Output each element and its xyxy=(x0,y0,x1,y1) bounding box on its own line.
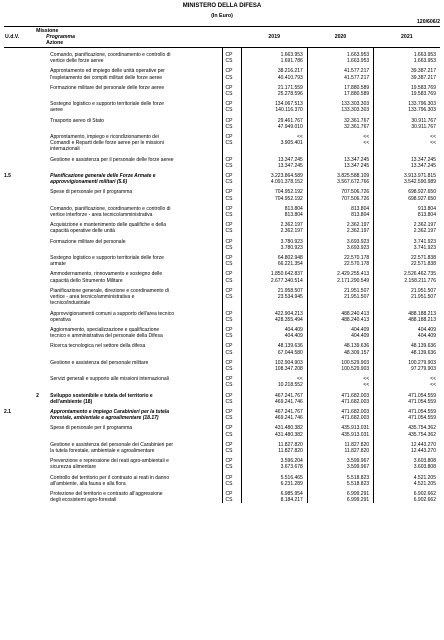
row-description: all'ambiente, alla fauna e alla flora xyxy=(50,480,126,487)
table-body xyxy=(4,48,440,504)
cp-value: 5.516.465 xyxy=(241,475,307,481)
cp-value: 488.240.413 xyxy=(307,311,373,317)
cp-value: 38.216.217 xyxy=(241,68,307,74)
cp-value: 431.480.382 xyxy=(241,425,307,431)
cs-value: 108.347.208 xyxy=(241,366,307,372)
cs-label: CS xyxy=(223,75,241,81)
cp-value: 133.796.303 xyxy=(374,101,440,107)
header-missione-line: Missione xyxy=(36,28,59,34)
cp-value: 6.999.291 xyxy=(307,491,373,497)
cs-value: 8.184.217 xyxy=(241,497,307,503)
cs-value: 435.754.362 xyxy=(374,432,440,438)
cs-value: 6.999.291 xyxy=(307,497,373,503)
cs-label: CS xyxy=(223,294,241,300)
header-programma-line: Programma xyxy=(46,34,75,40)
cp-value: 22.570.178 xyxy=(307,255,373,261)
cs-value: << xyxy=(307,382,373,388)
cp-value: << xyxy=(241,134,307,140)
cs-value: 22.571.838 xyxy=(374,261,440,267)
cp-value: 22.571.838 xyxy=(374,255,440,261)
cs-label: CS xyxy=(223,448,241,454)
row-description: vertice - area tecnico/amministrativa e xyxy=(50,294,135,301)
cp-value: 3.599.967 xyxy=(307,458,373,464)
cs-value: 431.480.382 xyxy=(241,432,307,438)
uv-code: 1.5 xyxy=(4,173,11,180)
cp-label: CP xyxy=(223,442,241,448)
cs-value: 66.221.354 xyxy=(241,261,307,267)
cs-value: 13.347.245 xyxy=(307,163,373,169)
cs-value: 140.116.370 xyxy=(241,107,307,113)
cp-value: 1.663.953 xyxy=(374,52,440,58)
cs-value: 488.188.213 xyxy=(374,317,440,323)
cp-value: 4.521.205 xyxy=(374,475,440,481)
cs-label: CS xyxy=(223,261,241,267)
row-description: Spese di personale per il programma xyxy=(50,425,133,432)
cp-value: 32.361.767 xyxy=(307,118,373,124)
row-description: Sostegno logistico e supporto territoriale delle forze xyxy=(50,255,164,262)
cs-value: 471.682.003 xyxy=(307,415,373,421)
cs-label: CS xyxy=(223,350,241,356)
cs-label: CS xyxy=(223,245,241,251)
cp-value: 467.241.767 xyxy=(241,393,307,399)
row-description: Controllo del territorio per il contrasto ai reati in danno xyxy=(50,474,170,481)
row-description: vertice interforze - area tecnico/amministrativa xyxy=(50,212,153,219)
cs-label: CS xyxy=(223,382,241,388)
cp-value: 13.347.245 xyxy=(374,157,440,163)
cs-value: 67.044.580 xyxy=(241,350,307,356)
cp-value: 1.850.642.837 xyxy=(241,271,307,277)
cs-value: 3.599.967 xyxy=(307,464,373,470)
cs-value: 23.534.945 xyxy=(241,294,307,300)
cp-value: 21.951.507 xyxy=(307,288,373,294)
cp-value: 134.067.513 xyxy=(241,101,307,107)
row-description: tecnico/industriale xyxy=(50,300,91,307)
row-description: operativa xyxy=(50,316,71,323)
cp-label: CP xyxy=(223,288,241,294)
cs-value: 2.362.197 xyxy=(241,228,307,234)
row-description: Gestione e assistenza per il personale delle forze aeree xyxy=(50,156,174,163)
cs-value: 133.796.303 xyxy=(374,107,440,113)
cs-label: CS xyxy=(223,58,241,64)
cp-value: 3.741.923 xyxy=(374,239,440,245)
row-description: Gestione e assistenza del personale militare xyxy=(50,359,149,366)
cp-value: 3.780.923 xyxy=(241,239,307,245)
cp-value: 471.682.003 xyxy=(307,409,373,415)
cp-label: CP xyxy=(223,271,241,277)
row-description: Pianificazione generale, direzione e coordinamento di xyxy=(50,287,169,294)
cp-value: 435.913.031 xyxy=(307,425,373,431)
row-description: Prevenzione e repressione dei reati agro-ambientali e xyxy=(50,458,169,465)
cp-label: CP xyxy=(223,101,241,107)
cp-label: CP xyxy=(223,409,241,415)
cp-value: 133.303.303 xyxy=(307,101,373,107)
cp-value: 3.913.971.815 xyxy=(374,173,440,179)
row-description: armate xyxy=(50,261,66,268)
cs-label: CS xyxy=(223,124,241,130)
cs-value: 435.913.031 xyxy=(307,432,373,438)
row-description: Spese di personale per il programma xyxy=(50,189,133,196)
row-description: Formazione militare del personale delle forze aeree xyxy=(50,84,165,91)
cp-value: 698.927.650 xyxy=(374,189,440,195)
cs-value: 6.902.662 xyxy=(374,497,440,503)
budget-table xyxy=(4,26,440,503)
header-azione-line: Azione xyxy=(46,40,64,46)
row-description: vertice delle forze aeree xyxy=(50,58,104,65)
cs-label: CS xyxy=(223,140,241,146)
cs-value: 40.410.793 xyxy=(241,75,307,81)
row-description: capacità dello Strumento Militare xyxy=(50,277,123,284)
mission-number xyxy=(36,497,46,503)
cp-label: CP xyxy=(223,376,241,382)
cs-value: 32.361.767 xyxy=(307,124,373,130)
cs-value: 100.529.903 xyxy=(307,366,373,372)
cp-value: 1.663.953 xyxy=(307,52,373,58)
cs-value: 404.409 xyxy=(374,333,440,339)
cs-value: 3.567.672.766 xyxy=(307,179,373,185)
cp-value: 21.958.507 xyxy=(241,288,307,294)
cp-value: 3.825.588.109 xyxy=(307,173,373,179)
header-uv: U.d.V. xyxy=(4,27,36,48)
cs-value: 469.241.746 xyxy=(241,415,307,421)
uv-code: 2.1 xyxy=(4,408,11,415)
row-description: Protezione del territorio e contrasto all'aggressione xyxy=(50,490,163,497)
cp-value: << xyxy=(374,134,440,140)
cp-value: 3.603.808 xyxy=(374,458,440,464)
cp-label: CP xyxy=(223,239,241,245)
header-year-2021: 2021 xyxy=(374,27,440,48)
document-title: MINISTERO DELLA DIFESA xyxy=(182,3,262,9)
cs-value: 2.171.290.549 xyxy=(307,278,373,284)
row-description: sicurezza alimentare xyxy=(50,464,97,471)
cp-label: CP xyxy=(223,52,241,58)
cs-value: 3.693.923 xyxy=(307,245,373,251)
row-description: capacità operative delle unità xyxy=(50,228,115,235)
cs-value: 3.542.590.989 xyxy=(374,179,440,185)
cp-value: 17.880.589 xyxy=(307,85,373,91)
row-description: Comandi e Reparti delle forze aeree per le missioni xyxy=(50,140,164,147)
cp-value: 467.241.767 xyxy=(241,409,307,415)
cp-value: << xyxy=(307,376,373,382)
cs-label: CS xyxy=(223,107,241,113)
cp-value: 41.577.217 xyxy=(307,68,373,74)
cs-value: 707.506.726 xyxy=(307,196,373,202)
row-description: forestale, ambientale e agroalimentare (18.17) xyxy=(50,415,159,422)
cs-value: 21.951.507 xyxy=(374,294,440,300)
cs-value: 3.603.808 xyxy=(374,464,440,470)
cs-label: CS xyxy=(223,415,241,421)
cp-label: CP xyxy=(223,255,241,261)
cp-label: CP xyxy=(223,311,241,317)
cs-value: << xyxy=(307,140,373,146)
cp-value: 2.362.197 xyxy=(241,222,307,228)
cs-value: << xyxy=(374,140,440,146)
cs-value: << xyxy=(374,382,440,388)
cs-label: CS xyxy=(223,497,241,503)
page-code: 120/606/2 xyxy=(416,19,440,25)
cs-value: 2.677.340.514 xyxy=(241,278,307,284)
cp-value: 1.663.953 xyxy=(241,52,307,58)
cp-value: 471.054.559 xyxy=(374,409,440,415)
cs-value: 39.387.217 xyxy=(374,75,440,81)
cs-value: 6.231.289 xyxy=(241,481,307,487)
row-description: Comando, pianificazione, coordinamento e controllo di xyxy=(50,205,171,212)
cp-value: 707.506.726 xyxy=(307,189,373,195)
cs-value: 10.218.552 xyxy=(241,382,307,388)
cs-value: 4.521.205 xyxy=(374,481,440,487)
cs-label: CS xyxy=(223,163,241,169)
row-description: dell'ambiente (18) xyxy=(50,398,93,405)
cs-value: 404.409 xyxy=(241,333,307,339)
cp-value: 3.596.204 xyxy=(241,458,307,464)
cs-value: 2.362.197 xyxy=(374,228,440,234)
cs-label: CS xyxy=(223,196,241,202)
cs-label: CS xyxy=(223,317,241,323)
row-description: tecnico e amministrativa del personale della Difesa xyxy=(50,333,163,340)
cp-value: 5.518.823 xyxy=(307,475,373,481)
cs-value: 19.583.769 xyxy=(374,91,440,97)
cs-label: CS xyxy=(223,366,241,372)
cp-value: 704.952.192 xyxy=(241,189,307,195)
cp-label: CP xyxy=(223,173,241,179)
cs-value: 813.804 xyxy=(241,212,307,218)
cp-value: 48.139.636 xyxy=(374,343,440,349)
cs-value: 5.518.823 xyxy=(307,481,373,487)
cs-label: CS xyxy=(223,481,241,487)
cp-value: 3.693.923 xyxy=(307,239,373,245)
row-description: Servizi generali e supporto alle missioni internazionali xyxy=(50,376,169,383)
cs-label: CS xyxy=(223,399,241,405)
cs-value: 1.691.786 xyxy=(241,58,307,64)
cp-value: 435.754.362 xyxy=(374,425,440,431)
cs-value: 3.741.923 xyxy=(374,245,440,251)
cs-value: 1.663.953 xyxy=(374,58,440,64)
cp-value: 21.951.507 xyxy=(374,288,440,294)
cp-label: CP xyxy=(223,475,241,481)
table-header-row xyxy=(4,27,440,48)
row-description: aeree xyxy=(50,107,63,114)
cp-value: 471.682.003 xyxy=(307,393,373,399)
header-missione xyxy=(36,27,223,48)
cp-value: 21.171.559 xyxy=(241,85,307,91)
cp-label: CP xyxy=(223,157,241,163)
cp-value: 48.139.636 xyxy=(241,343,307,349)
cp-value: 102.904.903 xyxy=(241,360,307,366)
cp-label: CP xyxy=(223,222,241,228)
cs-value: 3.905.401 xyxy=(241,140,307,146)
cp-label: CP xyxy=(223,360,241,366)
cs-value: 22.570.178 xyxy=(307,261,373,267)
row-description: Pianificazione generale delle Forze Armate e xyxy=(50,173,156,180)
cs-value: 133.303.303 xyxy=(307,107,373,113)
row-description: Gestione e assistenza del personale dei Carabinieri per xyxy=(50,441,174,448)
cp-value: 2.429.255.413 xyxy=(307,271,373,277)
cp-value: 48.139.636 xyxy=(307,343,373,349)
cp-value: 100.279.903 xyxy=(374,360,440,366)
cs-value: 47.949.010 xyxy=(241,124,307,130)
cp-value: 471.054.559 xyxy=(374,393,440,399)
cs-value: 11.827.820 xyxy=(241,448,307,454)
cs-value: 41.577.217 xyxy=(307,75,373,81)
cp-value: 6.902.662 xyxy=(374,491,440,497)
cs-label: CS xyxy=(223,179,241,185)
cs-value: 30.911.767 xyxy=(374,124,440,130)
cp-value: 2.362.197 xyxy=(307,222,373,228)
cs-value: 12.443.270 xyxy=(374,448,440,454)
cp-value: 100.529.903 xyxy=(307,360,373,366)
row-description: internazionali xyxy=(50,146,80,153)
mission-number: 2 xyxy=(36,392,39,399)
cp-value: 39.387.217 xyxy=(374,68,440,74)
row-description: Approntamento e impiego Carabinieri per la tutela xyxy=(50,408,170,415)
cs-value: 3.673.678 xyxy=(241,464,307,470)
row-description: Aggiornamento, specializzazione e qualificazione xyxy=(50,326,160,333)
cs-value: 469.241.746 xyxy=(241,399,307,405)
cp-value: 404.409 xyxy=(241,327,307,333)
cs-label: CS xyxy=(223,228,241,234)
cs-label: CS xyxy=(223,278,241,284)
cs-label: CS xyxy=(223,91,241,97)
cp-value: 2.362.197 xyxy=(374,222,440,228)
cp-value: 11.827.820 xyxy=(307,442,373,448)
cp-value: 11.827.820 xyxy=(241,442,307,448)
row-description: Sviluppo sostenibile e tutela del territorio e xyxy=(50,392,153,399)
cp-label: CP xyxy=(223,491,241,497)
cs-value: 404.409 xyxy=(307,333,373,339)
cs-value: 25.278.596 xyxy=(241,91,307,97)
cp-value: 12.443.270 xyxy=(374,442,440,448)
row-description: Approntamento, impiego e ricondizionamento dei xyxy=(50,134,159,141)
cp-value: << xyxy=(374,376,440,382)
cs-value: 471.054.559 xyxy=(374,399,440,405)
cs-value: 1.663.953 xyxy=(307,58,373,64)
cp-value: 13.347.245 xyxy=(241,157,307,163)
cs-value: 13.347.245 xyxy=(374,163,440,169)
cp-label: CP xyxy=(223,118,241,124)
cs-value: 471.682.003 xyxy=(307,399,373,405)
cs-value: 48.309.157 xyxy=(307,350,373,356)
cp-value: 404.409 xyxy=(307,327,373,333)
cs-value: 813.804 xyxy=(307,212,373,218)
cp-label: CP xyxy=(223,85,241,91)
header-cpcs xyxy=(223,27,241,48)
row-description: approvvigionamenti militari (5.6) xyxy=(50,179,128,186)
uv-code xyxy=(4,497,36,503)
cs-value: 471.054.559 xyxy=(374,415,440,421)
header-year-2020: 2020 xyxy=(307,27,373,48)
cp-value: 913.804 xyxy=(374,206,440,212)
cp-label: CP xyxy=(223,206,241,212)
cp-value: 19.583.769 xyxy=(374,85,440,91)
cs-value: 11.827.820 xyxy=(307,448,373,454)
cs-value: 2.158.211.776 xyxy=(374,278,440,284)
row-description: Ammodernamento, rinnovamento e sostegno delle xyxy=(50,271,163,278)
cs-label: CS xyxy=(223,464,241,470)
cp-label: CP xyxy=(223,343,241,349)
row-description: Trasporto aereo di Stato xyxy=(50,117,104,124)
cp-value: 813.804 xyxy=(307,206,373,212)
cs-value: 2.362.197 xyxy=(307,228,373,234)
cp-value: << xyxy=(241,376,307,382)
cp-value: 30.911.767 xyxy=(374,118,440,124)
cp-label: CP xyxy=(223,425,241,431)
cs-value: 704.952.192 xyxy=(241,196,307,202)
cp-value: 813.804 xyxy=(241,206,307,212)
cp-label: CP xyxy=(223,393,241,399)
cp-label: CP xyxy=(223,68,241,74)
cs-value: 488.240.413 xyxy=(307,317,373,323)
cp-value: 488.188.213 xyxy=(374,311,440,317)
cp-value: 64.802.948 xyxy=(241,255,307,261)
cs-value: 48.139.636 xyxy=(374,350,440,356)
cs-value: 13.347.245 xyxy=(241,163,307,169)
cs-value: 428.355.494 xyxy=(241,317,307,323)
row-description: Sostegno logistico e supporto territoriale delle forze xyxy=(50,101,164,108)
cp-value: 6.985.954 xyxy=(241,491,307,497)
cp-value: 29.461.767 xyxy=(241,118,307,124)
cs-value: 813.804 xyxy=(374,212,440,218)
cs-value: 698.927.650 xyxy=(374,196,440,202)
cp-value: << xyxy=(307,134,373,140)
cp-label: CP xyxy=(223,458,241,464)
row-description: degli ecosistemi agro-forestali xyxy=(50,497,117,504)
cs-label: CS xyxy=(223,212,241,218)
cs-value: 3.780.923 xyxy=(241,245,307,251)
cs-value: 97.279.903 xyxy=(374,366,440,372)
cp-label: CP xyxy=(223,134,241,140)
row-description: l'espletamento dei compiti militari delle forze aeree xyxy=(50,74,163,81)
row-description: Comando, pianificazione, coordinamento e controllo di xyxy=(50,52,171,58)
table-row xyxy=(4,497,440,503)
cp-value: 3.223.864.589 xyxy=(241,173,307,179)
cs-value: 4.091.378.152 xyxy=(241,179,307,185)
row-description: Formazione militare del personale xyxy=(50,238,126,245)
cp-value: 13.347.245 xyxy=(307,157,373,163)
cp-value: 2.526.462.735 xyxy=(374,271,440,277)
cs-value: 17.880.589 xyxy=(307,91,373,97)
header-year-2019: 2019 xyxy=(241,27,307,48)
row-description: la tutela forestale, ambientale e agroalimentare xyxy=(50,447,155,454)
cp-value: 422.904.213 xyxy=(241,311,307,317)
row-description: Approntamento ed impiego delle unità operative per xyxy=(50,68,165,75)
cp-value: 404.409 xyxy=(374,327,440,333)
row-description: Approvvigionamenti comuni a supporto dell'area tecnico xyxy=(50,310,174,317)
cs-value: 21.951.507 xyxy=(307,294,373,300)
cp-label: CP xyxy=(223,189,241,195)
cs-label: CS xyxy=(223,333,241,339)
row-description: Ricerca tecnologica nel settore della difesa xyxy=(50,343,146,350)
row-description: Acquisizione e mantenimento delle qualifiche e della xyxy=(50,222,167,229)
cs-label: CS xyxy=(223,432,241,438)
cp-label: CP xyxy=(223,327,241,333)
document-subtitle: (In Euro) xyxy=(211,13,233,19)
